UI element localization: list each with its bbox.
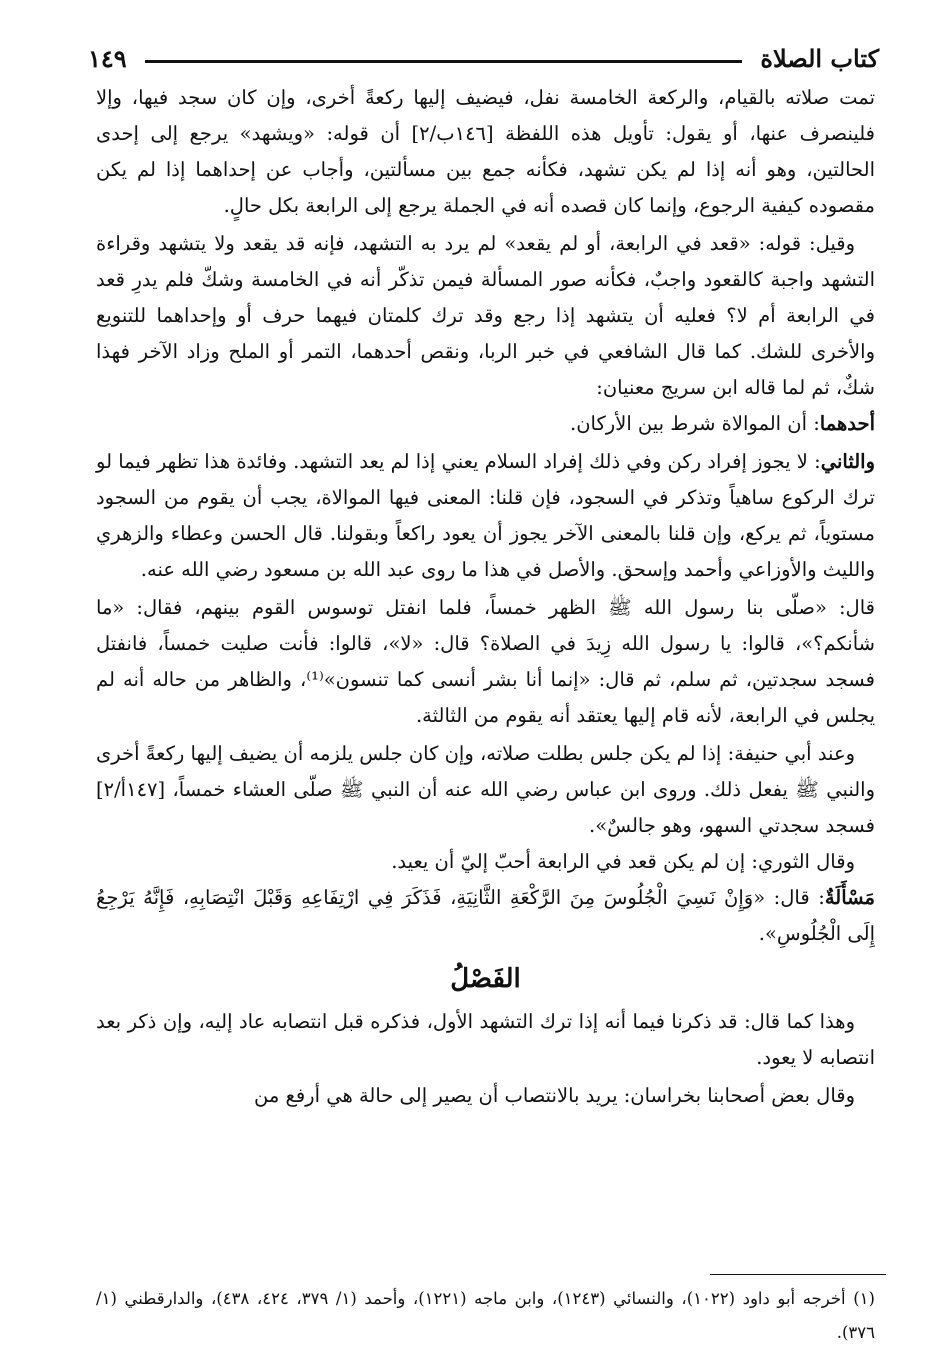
header-rule [145,60,743,63]
term-first: أحدهما [819,412,875,435]
paragraph-7: وقال الثوري: إن لم يكن قعد في الرابعة أحبّ إليّ أن يعيد. [391,850,855,873]
paragraph-1: تمت صلاته بالقيام، والركعة الخامسة نفل، فيضيف إليها ركعةً أخرى، وإن كان سجد فيها، وإلا فلينصرف عنها، أو يقول: تأويل هذه اللفظة [١٤٦ب/٢] أن قوله: «ويشهد» يرجع إلى إحدى الحالتين، وهو أنه إذا لم يكن تشهد، فكأنه جمع بين مسألتين، وأجاب عن إحداهما إذا لم يكن مقصوده كيفية الرجوع، وإنما كان قصده أنه في الجملة يرجع إلى الرابعة بكل حالٍ. [96,86,875,217]
footnote-rule [710,1274,886,1275]
paragraph-2: وقيل: قوله: «قعد في الرابعة، أو لم يقعد» لم يرد به التشهد، فإنه قد يقعد ولا يتشهد وقراءة التشهد واجبة كالقعود واجبٌ، فكأنه صور المسألة فيمن تذكّر أنه في الخامسة وشكّ فلم يدرِ قعد في الرابعة أم لا؟ فعليه أن يتشهد إذا رجع وقد ترك كلمتان فيهما حرف أو وإحداهما للتنويع والأخرى للشك. كما قال الشافعي في خبر الربا، ونقص أحدهما، التمر أو الملح وزاد الآخر فهذا شكٌ، ثم لما قاله ابن سريج معنيان: [96,232,875,399]
term-second: والثاني [820,450,875,473]
paragraph-8 [96,880,875,952]
book-section-title: كتاب الصلاة [760,43,879,73]
footnote-1: (١) أخرجه أبو داود (١٠٢٢)، والنسائي (١٢٤٣)، وابن ماجه (١٢٢١)، وأحمد (١/ ٣٧٩، ٤٢٤، ٤٣٨)، والدارقطني (١/ ٣٧٦). [96,1289,875,1342]
paragraph-8-text: : قال: «وَإِنْ نَسِيَ الْجُلُوسَ مِنَ الرَّكْعَةِ الثَّانِيَةِ، فَذَكَرَ فِي ارْتِفَاعِهِ وَقَبْلَ انْتِصَابِهِ، فَإِنَّهُ يَرْجِعُ إِلَى الْجُلُوسِ». [96,886,875,945]
section-heading: الفَصْلُ [450,964,521,994]
running-header [88,38,879,78]
paragraph-6: وعند أبي حنيفة: إذا لم يكن جلس بطلت صلاته، وإن كان جلس يلزمه أن يضيف إليها ركعةً أخرى والنبي ﷺ يفعل ذلك. وروى ابن عباس رضي الله عنه أن النبي ﷺ صلّى العشاء خمساً، [١٤٧أ/٢] فسجد سجدتي السهو، وهو جالسٌ». [96,742,875,837]
paragraph-10: وقال بعض أصحابنا بخراسان: يريد بالانتصاب أن يصير إلى حالة هي أرفع من [253,1084,855,1107]
paragraph-5: قال: «صلّى بنا رسول الله ﷺ الظهر خمساً، فلما انفتل توسوس القوم بينهم، فقال: «ما شأنكم؟»، قالوا: يا رسول الله زِيدَ في الصلاة؟ قال: «لا»، قالوا: فأنت صليت خمساً، فانفتل فسجد سجدتين، ثم سلم، ثم قال: «إنما أنا بشر أنسى كما تنسون»⁽¹⁾، والظاهر من حاله أنه لم يجلس في الرابعة، لأنه قام إليها يعتقد أنه يقوم من الثالثة. [96,596,875,727]
footnotes [96,1282,875,1350]
paragraph-3 [96,406,875,442]
paragraph-4 [96,444,875,588]
paragraph-9: وهذا كما قال: قد ذكرنا فيما أنه إذا ترك التشهد الأول، فذكره قبل انتصابه عاد إليه، وإن ذكر بعد انتصابه لا يعود. [96,1010,875,1069]
paragraph-4-text: : لا يجوز إفراد ركن وفي ذلك إفراد السلام يعني إذا لم يعد التشهد. وفائدة هذا تظهر فيما لو ترك الركوع ساهياً وتذكر في السجود، فإن قلنا: المعنى فيها الموالاة، يجب أن يقوم من السجود مستوياً، ثم يركع، وإن قلنا بالمعنى الآخر يجوز أن يعود راكعاً وبقولنا. قال الحسن وعطاء والزهري والليث والأوزاعي وأحمد وإسحق. والأصل في هذا ما روى عبد الله بن مسعود رضي الله عنه. [96,450,875,581]
main-text [96,80,875,1114]
paragraph-3-text: : أن الموالاة شرط بين الأركان. [570,412,820,435]
masala-label: مَسْأَلَةٌ [824,886,875,909]
page-number: ١٤٩ [88,43,127,73]
